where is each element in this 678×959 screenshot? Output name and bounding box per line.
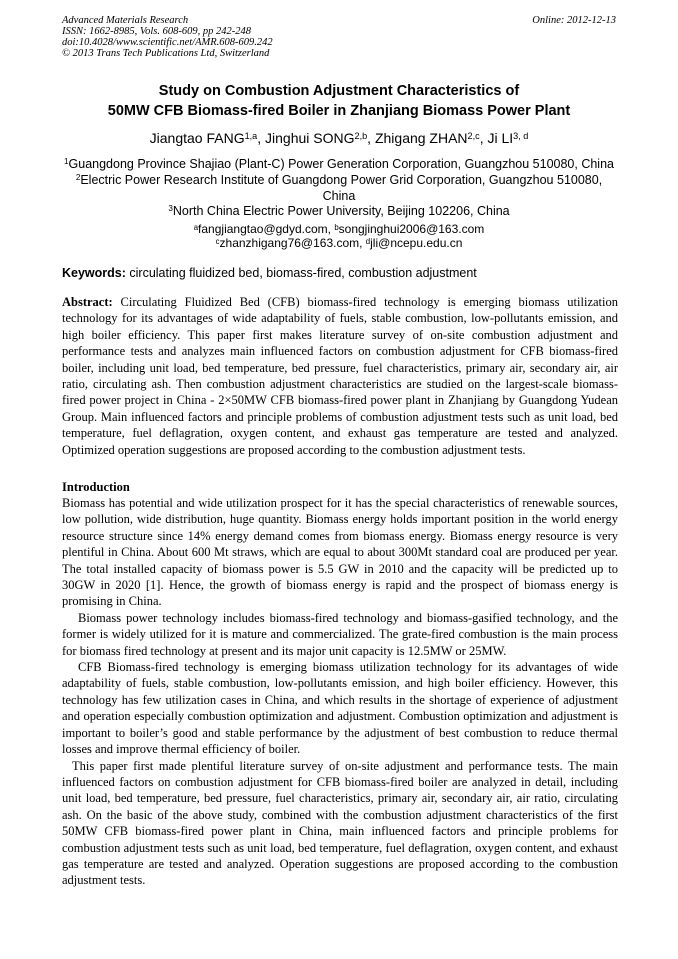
affiliation-1 bbox=[40, 156, 638, 172]
email-link[interactable]: jli@ncepu.edu.cn bbox=[370, 236, 463, 250]
abstract bbox=[62, 294, 618, 458]
abstract-label: Abstract: bbox=[62, 295, 113, 309]
email-superscript: b bbox=[334, 222, 339, 232]
journal-header bbox=[62, 15, 273, 59]
journal-name: Advanced Materials Research bbox=[62, 15, 189, 26]
affiliation-text: North China Electric Power University, Beijing 102206, China bbox=[172, 204, 510, 218]
author-name: Jinghui SONG bbox=[265, 130, 355, 146]
introduction-body bbox=[62, 495, 618, 889]
paragraph: Biomass has potential and wide utilization prospect for it has the special characteristics of renewable sources, low pollution, wide distribution, huge quantity. Biomass energy holds important position in the world energy resource structure since 14% energy demand comes from biomass energy. Biomass energy resource is very plentiful in China. About 600 Mt straws, which are equal to about 300Mt standard coal are produced per year. The total installed capacity of biomass power is 5.5 GW in 2010 and the capacity will be predicted up to 30GW in 2020 [1]. Hence, the growth of biomass energy is rapid and the prospect of biomass energy is promising in China. bbox=[62, 496, 618, 609]
author-superscript: 1,a bbox=[244, 130, 258, 141]
email-link[interactable]: fangjiangtao@gdyd.com, bbox=[198, 222, 335, 236]
keywords-text: circulating fluidized bed, biomass-fired, combustion adjustment bbox=[125, 266, 477, 280]
doi-line: doi:10.4028/www.scientific.net/AMR.608-609.242 bbox=[62, 37, 273, 48]
email-link[interactable]: zhanzhigang76@163.com, bbox=[219, 236, 366, 250]
author-name: Jiangtao FANG bbox=[149, 130, 245, 146]
affiliation-number: 3 bbox=[168, 204, 173, 214]
paragraph: CFB Biomass-fired technology is emerging biomass utilization technology for its advantages of wide adaptability of fuels, stable combustion, low-pollutants emission, and high boiler efficiency. However, this technology has few utilization cases in China, and which results in the shortage of experience of adjustment and operation especially combustion optimization and adjustment. Combustion optimization and adjustment is important to boiler’s good and stable performance by the adjustment of best combustion to reduce thermal losses and improve thermal efficiency of boiler. bbox=[62, 660, 618, 757]
author-superscript: 2,c bbox=[467, 130, 480, 141]
author-superscript: 2,b bbox=[354, 130, 368, 141]
author-superscript: 3, d bbox=[513, 130, 529, 141]
affiliation-text: Electric Power Research Institute of Guangdong Power Grid Corporation, Guangzhou 510080, bbox=[80, 173, 603, 187]
affiliation-number: 1 bbox=[64, 157, 69, 167]
affiliation-text: Guangdong Province Shajiao (Plant-C) Power Generation Corporation, Guangzhou 510080, China bbox=[68, 157, 614, 171]
author-list bbox=[40, 129, 638, 147]
title-line-2: 50MW CFB Biomass-fired Boiler in Zhanjiang Biomass Power Plant bbox=[107, 103, 571, 119]
email-superscript: c bbox=[215, 236, 220, 246]
author-separator: , bbox=[257, 130, 266, 146]
abstract-text: Circulating Fluidized Bed (CFB) biomass-fired technology is emerging biomass utilization technology for its advantages of wide adaptability of fuels, stable combustion, low-pollutants emission, and high boiler efficiency. This paper first makes literature survey of on-site combustion adjustment and performance tests and analyzes main influenced factors on combustion adjustment for CFB biomass-fired boiler, including unit load, bed temperature, bed pressure, fuel characteristics, primary air, secondary air, air ratio, circulating ash. Then combustion adjustment characteristics are studied on the largest-scale biomass-fired power project in China - 2×50MW CFB biomass-fired power plant in Zhanjiang by Guangdong Yudean Group. Main influenced factors and principle problems of combustion adjustment tests such as unit load, bed temperature, fuel deflagration, oxygen content, and exhaust gas temperature are tested and analyzed. Optimized operation suggestions are proposed according to the combustion adjustment tests. bbox=[62, 295, 618, 457]
affiliation-number: 2 bbox=[75, 173, 81, 183]
affiliation-3 bbox=[40, 203, 638, 219]
email-link[interactable]: songjinghui2006@163.com bbox=[338, 222, 485, 236]
copyright-line: © 2013 Trans Tech Publications Ltd, Switzerland bbox=[62, 48, 270, 59]
paragraph: This paper first made plentiful literature survey of on-site adjustment and performance tests. The main influenced factors on combustion adjustment for CFB biomass-fired boiler are analyzed in detail, including unit load, bed temperature, bed pressure, fuel characteristics, primary air, secondary air, air ratio, circulating ash. On the basic of the above study, combined with the combustion adjustment characteristics of the first 50MW CFB biomass-fired power plant in China, main influenced factors and principle problems for combustion adjustment tests such as unit load, bed temperature, fuel deflagration, oxygen content, and exhaust gas temperature are tested and analyzed. Operation suggestions are proposed according to the combustion adjustment tests. bbox=[62, 758, 618, 888]
affiliation-text-continued: China bbox=[322, 189, 356, 203]
issn-line: ISSN: 1662-8985, Vols. 608-609, pp 242-248 bbox=[62, 26, 251, 37]
online-date: Online: 2012-12-13 bbox=[532, 15, 616, 26]
introduction-heading: Introduction bbox=[62, 480, 130, 494]
author-separator: , bbox=[367, 130, 375, 146]
title-line-1: Study on Combustion Adjustment Characteristics of bbox=[158, 83, 520, 99]
keywords-label: Keywords: bbox=[62, 266, 126, 280]
author-emails bbox=[40, 222, 638, 250]
email-superscript: a bbox=[193, 222, 199, 232]
author-separator: , bbox=[479, 130, 488, 146]
author-name: Zhigang ZHAN bbox=[374, 130, 468, 146]
author-name: Ji LI bbox=[487, 130, 514, 146]
affiliation-2 bbox=[40, 172, 638, 204]
paper-title bbox=[40, 81, 638, 121]
email-superscript: d bbox=[365, 236, 371, 246]
paragraph: Biomass power technology includes biomass-fired technology and biomass-gasified technology, and the former is widely utilized for it is mature and commercialized. The grate-fired combustion is the main process for biomass fired technology at present and its major unit capacity is 12.5MW or 25MW. bbox=[62, 610, 618, 658]
keywords bbox=[62, 265, 618, 281]
